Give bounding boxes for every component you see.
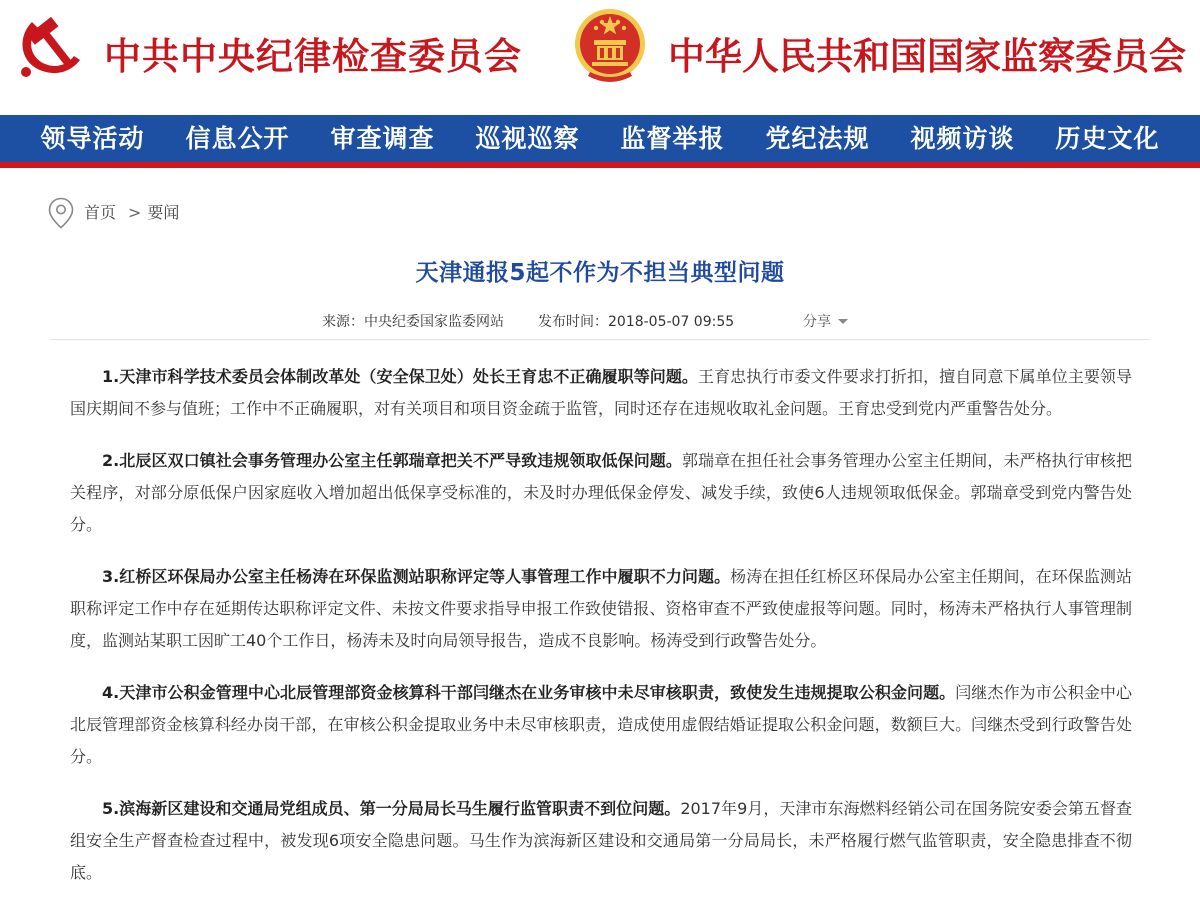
article-paragraph [70, 561, 1132, 657]
breadcrumb-separator: > [128, 203, 142, 222]
article-paragraph [70, 793, 1132, 889]
paragraph-lead: 3.红桥区环保局办公室主任杨涛在环保监测站职称评定等人事管理工作中履职不力问题。 [102, 567, 731, 586]
nav-item-leadership[interactable]: 领导活动 [40, 124, 145, 153]
paragraph-lead: 5.滨海新区建设和交通局党组成员、第一分局局长马生履行监管职责不到位问题。 [102, 799, 681, 818]
cpc-commission-title: 中共中央纪律检查委员会 [104, 34, 522, 78]
nav-item-history[interactable]: 历史文化 [1055, 124, 1160, 153]
site-header [0, 0, 1200, 115]
paragraph-text: 闫继杰作为市公积金中心北辰管理部资金核算科经办岗干部，在审核公积金提取业务中未尽审核职责，造成使用虚假结婚证提取公积金问题，数额巨大。闫继杰受到行政警告处分。 [70, 683, 1132, 766]
publish-time-value: 2018-05-07 09:55 [608, 314, 735, 330]
national-emblem-icon [572, 6, 648, 86]
nav-item-investigation[interactable]: 审查调查 [330, 124, 435, 153]
breadcrumb-home-link[interactable]: 首页 [84, 203, 117, 222]
article-paragraph [70, 361, 1132, 425]
breadcrumb [48, 197, 179, 229]
paragraph-lead: 2.北辰区双口镇社会事务管理办公室主任郭瑞章把关不严导致违规领取低保问题。 [102, 451, 682, 470]
breadcrumb-current[interactable]: 要闻 [147, 203, 180, 222]
article-title: 天津通报5起不作为不担当典型问题 [415, 260, 785, 286]
share-dropdown[interactable] [803, 311, 848, 331]
paragraph-text: 王育忠执行市委文件要求打折扣，擅自同意下属单位主要领导国庆期间不参与值班；工作中不正确履职，对有关项目和项目资金疏于监管，同时还存在违规收取礼金问题。王育忠受到党内严重警告处分。 [70, 367, 1132, 418]
source-label: 来源： [322, 314, 364, 330]
share-label: 分享 [803, 314, 831, 330]
article-paragraph [70, 445, 1132, 541]
article-publish-time [538, 312, 734, 332]
paragraph-text: 2017年9月，天津市东海燃料经销公司在国务院安委会第五督查组安全生产督查检查过程中，被发现6项安全隐患问题。马生作为滨海新区建设和交通局第一分局局长，未严格履行燃气监管职责，安全隐患排查不彻底。 [70, 799, 1132, 882]
party-emblem-icon [12, 8, 88, 84]
paragraph-lead: 4.天津市公积金管理中心北辰管理部资金核算科干部闫继杰在业务审核中未尽审核职责，致使发生违规提取公积金问题。 [102, 683, 956, 702]
publish-time-label: 发布时间： [538, 314, 608, 330]
main-nav [0, 115, 1200, 162]
nav-item-inspection[interactable]: 巡视巡察 [475, 124, 580, 153]
paragraph-text: 郭瑞章在担任社会事务管理办公室主任期间，未严格执行审核把关程序，对部分原低保户因家庭收入增加超出低保享受标准的，未及时办理低保金停发、减发手续，致使6人违规领取低保金。郭瑞章受到党内警告处分。 [70, 451, 1132, 534]
nav-red-stripe [0, 162, 1200, 168]
nav-item-reporting[interactable]: 监督举报 [620, 124, 725, 153]
supervision-commission-title: 中华人民共和国国家监察委员会 [668, 34, 1186, 78]
caret-down-icon [838, 319, 848, 324]
article-paragraph [70, 677, 1132, 773]
nav-item-video[interactable]: 视频访谈 [910, 124, 1015, 153]
title-divider [50, 339, 1150, 340]
article-source [322, 312, 504, 332]
source-value: 中央纪委国家监委网站 [364, 314, 504, 330]
location-pin-icon [48, 197, 74, 229]
nav-item-regulations[interactable]: 党纪法规 [765, 124, 870, 153]
article-body [70, 361, 1132, 909]
paragraph-lead: 1.天津市科学技术委员会体制改革处（安全保卫处）处长王育忠不正确履职等问题。 [102, 367, 699, 386]
nav-item-information[interactable]: 信息公开 [185, 124, 290, 153]
paragraph-text: 杨涛在担任红桥区环保局办公室主任期间，在环保监测站职称评定工作中存在延期传达职称评定文件、未按文件要求指导申报工作致使错报、资格审查不严致使虚报等问题。同时，杨涛未严格执行人事管理制度，监测站某职工因旷工40个工作日，杨涛未及时向局领导报告，造成不良影响。杨涛受到行政警告处分。 [70, 567, 1132, 650]
